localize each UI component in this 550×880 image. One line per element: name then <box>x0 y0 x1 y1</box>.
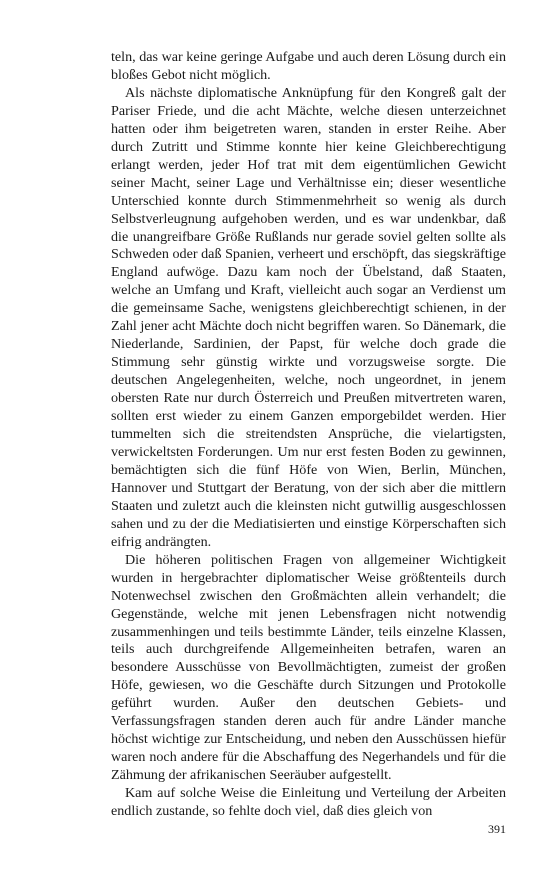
paragraph-political-questions: Die höheren politischen Fragen von allgemeiner Wichtigkeit wurden in hergebrachter diplomatischer Weise größtenteils durch Notenwechsel zwischen den Großmächten allein verhandelt; die Gegenstände, welche mit jenen Lebensfragen nicht notwendig zusammenhingen und teils bestimmte Länder, teils einzelne Klassen, teils auch durchgreifende Allgemeinheiten betrafen, waren an besondere Ausschüsse von Bevollmächtigten, zumeist der großen Höfe, gewiesen, wo die Geschäfte durch Sitzungen und Protokolle geführt wurden. Außer den deutschen Gebiets- und Verfassungsfragen standen deren auch für andre Länder manche höchst wichtige zur Entscheidung, und neben den Ausschüssen hiefür waren noch andere für die Abschaffung des Negerhandels und für die Zähmung der afrikanischen Seeräuber aufgestellt. <box>111 551 506 784</box>
paragraph-paris-peace: Als nächste diplomatische Anknüpfung für den Kongreß galt der Pariser Friede, und die acht Mächte, welche diesen unterzeichnet hatten oder ihm beigetreten waren, standen in erster Reihe. Aber durch Zutritt und Stimme konnte hier keine Gleichberechtigung erlangt werden, jeder Hof trat mit dem eigentümlichen Gewicht seiner Macht, seiner Lage und Verhältnisse ein; dieser wesentliche Unterschied konnte durch Stimmenmehrheit so wenig als durch Selbstverleugnung aufgehoben werden, und es war undenkbar, daß die unangreifbare Größe Rußlands nur gerade soviel gelten sollte als Schweden oder daß Spanien, verheert und erschöpft, das siegskräftige England aufwöge. Dazu kam noch der Übelstand, daß Staaten, welche an Umfang und Kraft, vielleicht auch sogar an Verdienst um die gemeinsame Sache, wenigstens gleichberechtigt schienen, in der Zahl jener acht Mächte doch nicht begriffen waren. So Dänemark, die Niederlande, Sardinien, der Papst, für welche doch grade die Stimmung sehr günstig wirkte und vorzugsweise sorgte. Die deutschen Angelegenheiten, welche, noch ungeordnet, in jenem obersten Rate nur durch Österreich und Preußen mitvertreten waren, sollten erst wieder zu einem Ganzen emporgebildet werden. Hier tummelten sich die streitendsten Ansprüche, die vielartigsten, verwickeltsten Forderungen. Um nur erst festen Boden zu gewinnen, bemächtigten sich die fünf Höfe von Wien, Berlin, München, Hannover und Stuttgart der Beratung, von der sich aber die mittlern Staaten und zuletzt auch die kleinsten nicht gutwillig ausgeschlossen sahen und zu der die Mediatisierten und einstige Körperschaften sich eifrig andrängten. <box>111 84 506 550</box>
paragraph-continuation: teln, das war keine geringe Aufgabe und auch deren Lösung durch ein bloßes Gebot nicht möglich. <box>111 49 506 83</box>
page-body-text <box>111 49 506 821</box>
page-number: 391 <box>488 822 506 836</box>
paragraph-division-of-work: Kam auf solche Weise die Einleitung und Verteilung der Arbeiten endlich zustande, so fehlte doch viel, daß dies gleich von <box>111 785 506 820</box>
